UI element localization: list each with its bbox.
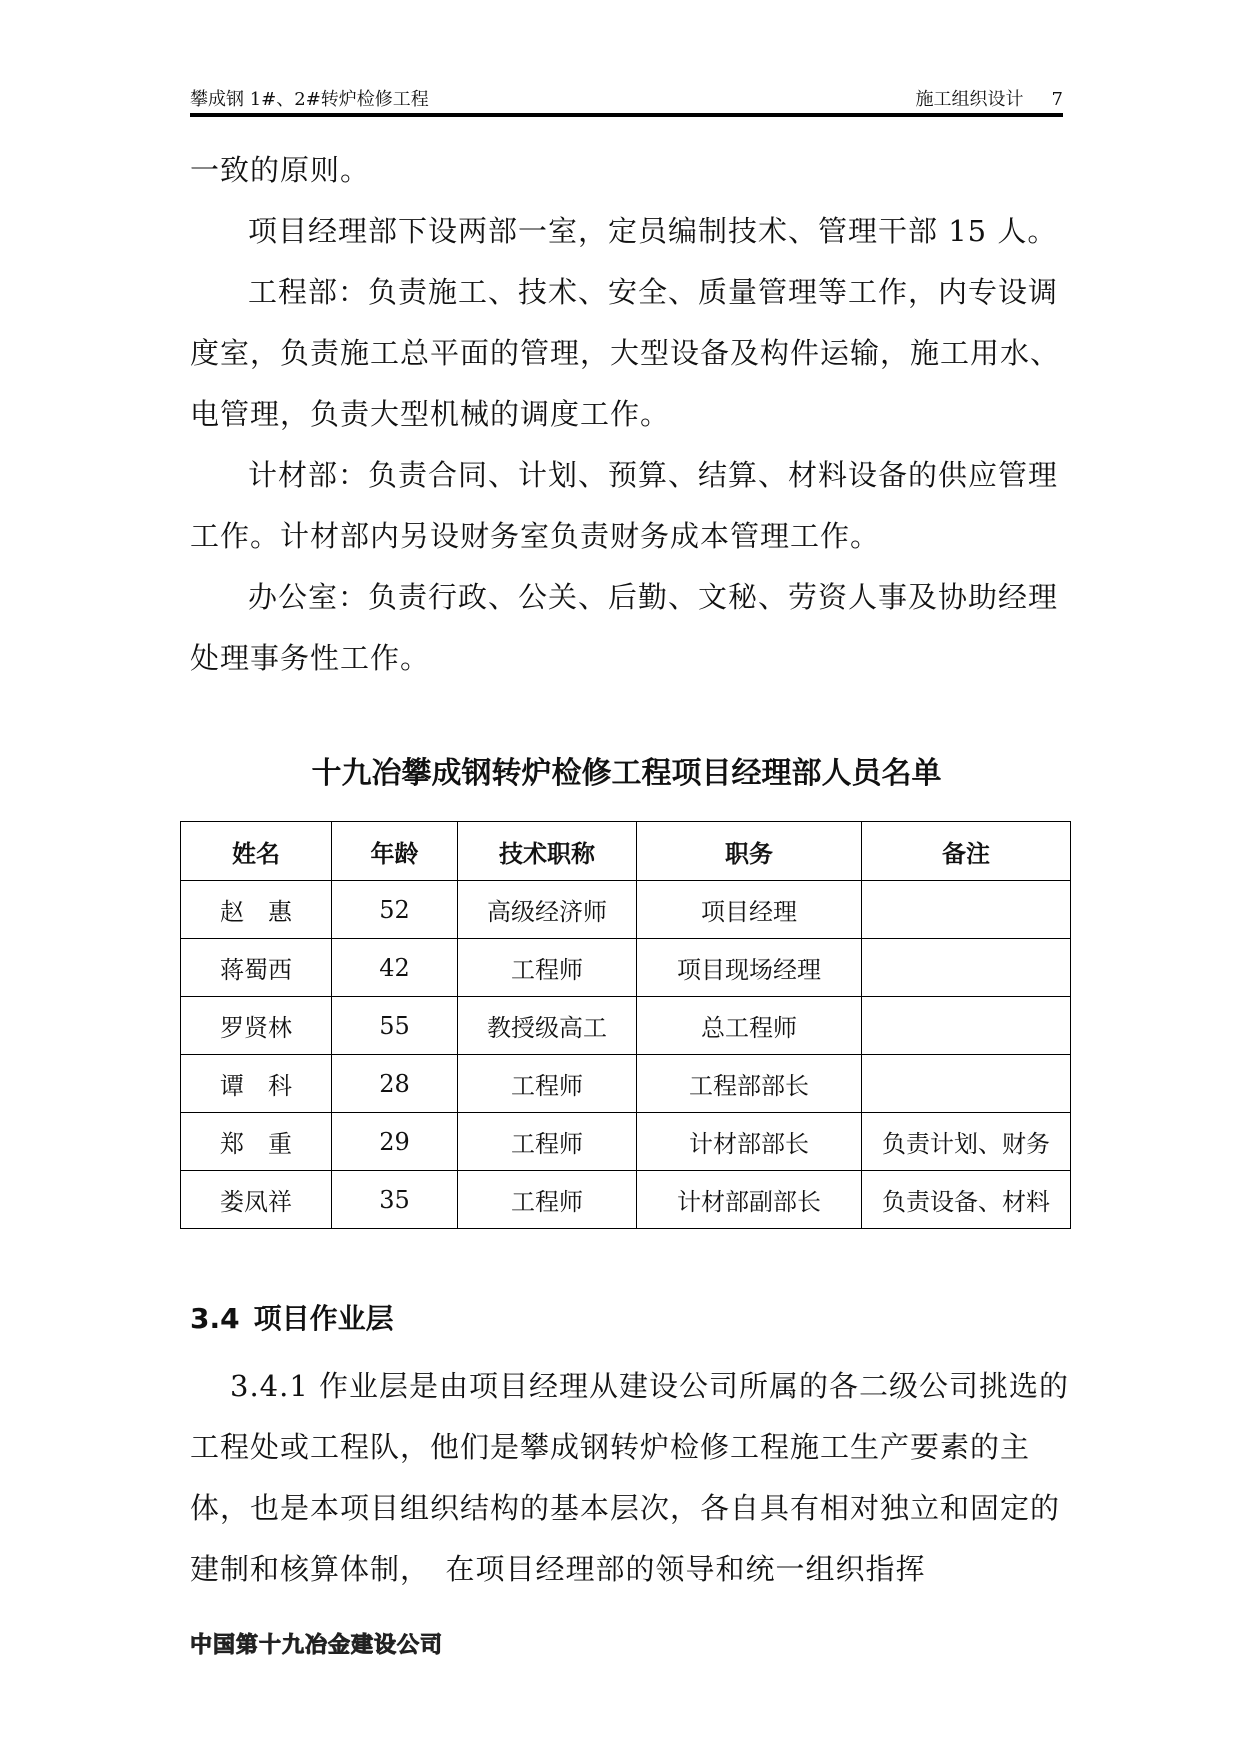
footer-company-name: 中国第十九冶金建设公司	[190, 1633, 444, 1658]
cell-position: 计材部部长	[637, 1113, 862, 1171]
cell-position: 项目现场经理	[637, 939, 862, 997]
cell-name: 郑 重	[181, 1113, 332, 1171]
section-body	[190, 1356, 1070, 1600]
cell-age: 55	[332, 997, 458, 1055]
cell-position: 总工程师	[637, 997, 862, 1055]
section-heading	[190, 1297, 394, 1341]
table-header-row	[181, 822, 1071, 881]
cell-remarks: 负责设备、材料	[862, 1171, 1071, 1229]
header-name: 姓名	[181, 822, 332, 881]
cell-title: 工程师	[458, 1113, 637, 1171]
cell-title: 教授级高工	[458, 997, 637, 1055]
cell-title: 工程师	[458, 1171, 637, 1229]
cell-name: 谭 科	[181, 1055, 332, 1113]
header-doc-type: 施工组织设计	[915, 89, 1024, 110]
table-row	[181, 997, 1071, 1055]
cell-remarks	[862, 997, 1071, 1055]
table-title: 十九冶攀成钢转炉检修工程项目经理部人员名单	[311, 756, 942, 791]
cell-name: 罗贤林	[181, 997, 332, 1055]
paragraph-work-layer: 3.4.1 作业层是由项目经理从建设公司所属的各二级公司挑选的工程处或工程队，他们是攀成钢转炉检修工程施工生产要素的主体，也是本项目组织结构的基本层次，各自具有相对独立和固定的建制和核算体制， 在项目经理部的领导和统一组织指挥	[190, 1369, 1070, 1586]
page-header	[190, 86, 1063, 114]
header-remarks: 备注	[862, 822, 1071, 881]
cell-name: 蒋蜀西	[181, 939, 332, 997]
cell-title: 工程师	[458, 1055, 637, 1113]
cell-age: 28	[332, 1055, 458, 1113]
personnel-table	[180, 821, 1071, 1229]
paragraph-continuation: 一致的原则。	[190, 153, 371, 187]
cell-title: 高级经济师	[458, 881, 637, 939]
cell-remarks	[862, 881, 1071, 939]
cell-name: 娄凤祥	[181, 1171, 332, 1229]
table-row	[181, 881, 1071, 939]
cell-remarks: 负责计划、财务	[862, 1113, 1071, 1171]
table-row	[181, 1113, 1071, 1171]
paragraph-staffing: 项目经理部下设两部一室，定员编制技术、管理干部 15 人。	[248, 214, 1058, 248]
cell-position: 工程部部长	[637, 1055, 862, 1113]
header-age: 年龄	[332, 822, 458, 881]
cell-position: 项目经理	[637, 881, 862, 939]
cell-age: 29	[332, 1113, 458, 1171]
section-title: 项目作业层	[253, 1302, 394, 1335]
header-project-title: 攀成钢 1#、2#转炉检修工程	[190, 89, 429, 110]
cell-title: 工程师	[458, 939, 637, 997]
table-row	[181, 939, 1071, 997]
header-title: 技术职称	[458, 822, 637, 881]
cell-age: 42	[332, 939, 458, 997]
cell-age: 52	[332, 881, 458, 939]
header-doc-info	[916, 86, 1063, 114]
cell-position: 计材部副部长	[637, 1171, 862, 1229]
table-row	[181, 1055, 1071, 1113]
paragraph-engineering-dept: 工程部：负责施工、技术、安全、质量管理等工作，内专设调度室，负责施工总平面的管理，大型设备及构件运输，施工用水、电管理，负责大型机械的调度工作。	[190, 275, 1061, 431]
table-row	[181, 1171, 1071, 1229]
page-number: 7	[1051, 89, 1063, 110]
cell-name: 赵 惠	[181, 881, 332, 939]
cell-age: 35	[332, 1171, 458, 1229]
paragraph-office: 办公室：负责行政、公关、后勤、文秘、劳资人事及协助经理处理事务性工作。	[190, 580, 1059, 675]
cell-remarks	[862, 939, 1071, 997]
header-rule	[190, 113, 1063, 117]
paragraph-materials-dept: 计材部：负责合同、计划、预算、结算、材料设备的供应管理工作。计材部内另设财务室负责财务成本管理工作。	[190, 458, 1059, 553]
body-text	[190, 140, 1070, 689]
cell-remarks	[862, 1055, 1071, 1113]
header-position: 职务	[637, 822, 862, 881]
section-number: 3.4	[190, 1302, 240, 1335]
